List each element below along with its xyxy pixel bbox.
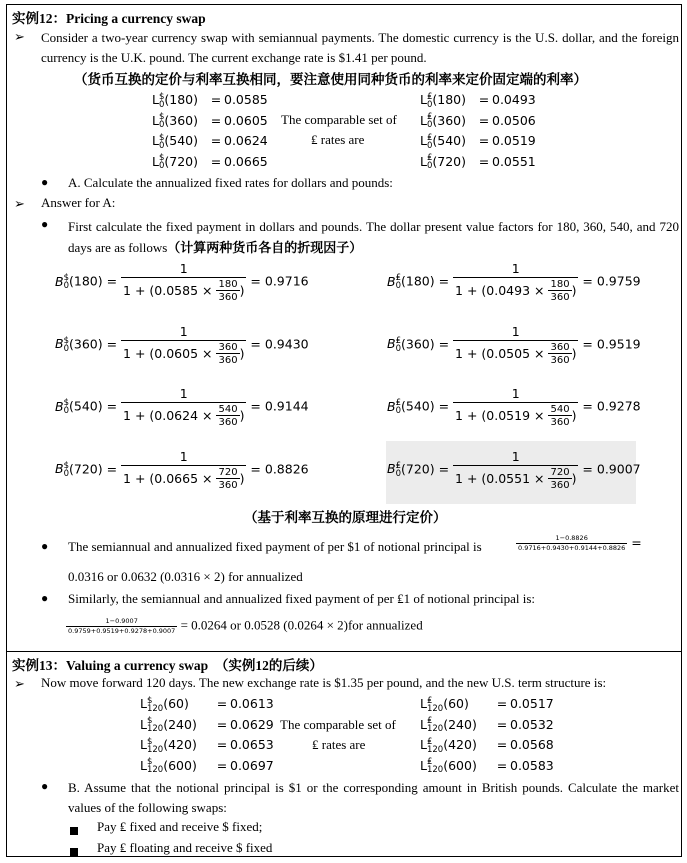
denominator-prefix: 1 + ( [123,283,155,298]
rate-label: L₤ 120(240) [420,716,477,734]
time-index: 120 [426,765,444,775]
rate-label: L₤ 120(60) [420,695,469,714]
factor-days: (180) = [69,273,122,289]
rate-value: 0.0605 [154,345,199,361]
rate-row [152,92,268,109]
square-bullet-icon [70,823,78,839]
factor-days: (540) = [69,398,122,414]
factor-days: (360) = [69,336,122,351]
time-index: 0 [395,468,401,479]
rate-row [140,758,274,775]
times-sign: × [198,470,217,486]
days-fraction [216,405,239,428]
times-sign: × [198,345,217,361]
gbp-fixed-payment-formula [66,617,423,636]
currency-symbol: ₤ [395,460,401,471]
fraction-numerator: 1 [179,323,188,339]
days-denominator: 360 [218,417,238,428]
rate-days: (240) [163,716,197,732]
fraction-numerator: 1 [179,448,188,464]
days-numerator: 180 [218,279,238,290]
rate-value: 0.0532 [510,716,554,732]
days-denominator: 360 [550,354,570,366]
gbp-fixed-payment-result: = 0.0264 or 0.0528 (0.0264 × 2)for annualized [177,617,423,633]
equals-sign: = [478,133,490,148]
rate-value: 0.0551 [486,470,531,486]
rate-index [147,717,163,733]
usd-fixed-payment-result: 0.0316 or 0.0632 (0.0316 × 2) for annualized [68,569,303,584]
equals-sign: = [478,92,490,107]
equals-sign: = [210,92,222,107]
rate-label: L₤ 0(180) [420,91,467,110]
square-bullet-icon [70,844,78,860]
time-index: 120 [426,703,444,714]
usd-fraction-denominator: 0.9716+0.9430+0.9144+0.8826 [518,544,626,552]
days-denominator: 360 [550,417,570,428]
days-fraction [548,280,571,303]
rate-row [420,758,554,775]
rate-row [152,113,268,130]
rate-days: (720) [432,153,467,169]
currency-symbol: $ [146,736,153,747]
currency-symbol: ₤ [426,153,433,163]
currency-symbol: ₤ [395,273,401,283]
factor-result: = 0.9519 [578,336,641,351]
fraction-denominator [121,340,246,366]
gbp-fixed-payment-text: Similarly, the semiannual and annualized fixed payment of per ₤1 of notional principal is: [68,591,536,606]
rate-days: (180) [164,92,199,107]
factor-label: B₤ 0 [387,335,401,354]
days-denominator: 360 [218,292,238,303]
rate-label: L$ 120(600) [140,757,197,775]
rate-value: 0.0551 [492,153,536,169]
rate-days: (360) [164,112,199,128]
times-sign: × [530,408,549,423]
intro-paragraph: Consider a two-year currency swap with semiannual payments. The domestic currency is the U.S. dollar, and the foreign currency is the U.K. pound. The current exchange rate is $1.41 per pound. [41,30,679,65]
rate-row [420,133,536,150]
factor-days: (720) = [401,461,454,476]
rate-value: 0.0613 [230,696,274,711]
rate-row [420,154,536,171]
discount-factor-formula [55,324,309,366]
equals-sign: = [496,757,508,773]
time-index: 0 [426,161,433,171]
denominator-prefix: 1 + ( [455,283,487,298]
rate-value: 0.0653 [230,737,274,752]
rate-row [420,717,554,734]
fraction-denominator [453,402,578,428]
rate-value: 0.0585 [154,283,199,298]
fraction-denominator [121,277,246,303]
rate-label: L₤ 0(720) [420,153,467,171]
factor-fraction [453,449,578,491]
time-index: 120 [146,744,164,755]
rate-days: (600) [163,757,197,773]
rate-row [420,737,554,754]
time-index: 0 [426,120,433,130]
equals-sign: = [478,153,490,169]
equals-sign: = [210,153,222,169]
times-sign: × [198,408,217,423]
days-denominator: 360 [218,479,238,491]
rate-index [427,697,443,713]
fraction-denominator [453,340,578,366]
days-numerator: 540 [550,404,570,415]
currency-symbol: ₤ [426,91,433,102]
equals-sign: = [478,112,490,128]
factor-fraction [121,449,246,491]
closing-paren: ) [239,345,245,361]
swap-option-1: Pay ₤ fixed and receive $ fixed; [97,819,263,834]
closing-paren: ) [571,345,577,361]
days-fraction [216,468,239,491]
factor-result: = 0.9716 [246,273,309,289]
rate-value: 0.0585 [224,92,268,107]
closing-paren: ) [571,470,577,486]
time-index: 0 [395,281,401,291]
rate-label: L$ 0(360) [152,112,199,130]
times-sign: × [530,470,549,486]
days-numerator: 720 [550,466,570,478]
rate-index [147,738,163,754]
bullet-icon: ● [41,175,49,189]
currency-symbol: ₤ [426,716,433,726]
days-fraction [548,468,571,491]
rate-value: 0.0605 [224,112,268,128]
days-fraction [216,343,239,366]
first-step-text: First calculate the fixed payment in dollars and pounds. The dollar present value factors for 180, 360, 540, and 720 days are as follows [68,219,679,255]
answer-a-label: Answer for A: [41,195,116,210]
rate-label: L$ 120(420) [140,736,197,755]
closing-paren: ) [239,470,245,486]
factor-days: (360) = [401,336,454,351]
factor-fraction [121,386,246,428]
rate-label: L₤ 120(420) [420,736,477,755]
days-denominator: 360 [550,479,570,491]
factor-label: B$ 0 [55,460,69,479]
time-index: 0 [63,406,69,416]
rate-value: 0.0697 [230,757,274,773]
first-step-paragraph [68,216,679,258]
discount-factor-formula [387,261,641,303]
denominator-prefix: 1 + ( [123,470,155,486]
fraction-denominator [121,465,246,491]
times-sign: × [530,283,549,298]
rate-label: L$ 120(60) [140,695,189,714]
currency-symbol: $ [146,716,153,726]
fraction-denominator [121,402,246,428]
time-index: 0 [426,99,433,110]
fraction-denominator [453,277,578,303]
closing-paren: ) [239,408,245,423]
equals-sign: = [210,112,222,128]
factor-days: (540) = [401,398,454,414]
currency-symbol: $ [158,132,165,143]
days-numerator: 360 [218,341,238,353]
fraction-numerator: 1 [511,323,520,339]
discount-factor-formula [55,449,309,491]
swap-option-2: Pay ₤ floating and receive $ fixed [97,840,273,855]
example-13-subtitle: （实例12的后续） [214,658,323,673]
currency-symbol: ₤ [426,112,433,122]
currency-symbol: $ [63,398,69,408]
rate-index [427,738,443,754]
rate-value: 0.0624 [224,133,268,148]
factor-label: B₤ 0 [387,460,401,479]
rate-label: L₤ 120(600) [420,757,477,775]
rates-are-label: ₤ rates are [311,132,365,147]
rate-value: 0.0493 [486,283,531,298]
factor-result: = 0.9278 [578,398,641,414]
currency-symbol: ₤ [426,695,433,706]
equals-sign: = [216,696,228,711]
discount-factor-formula [387,324,641,366]
time-index: 0 [395,343,401,354]
rate-row [420,113,536,130]
currency-symbol: ₤ [426,132,433,143]
fraction-numerator: 1 [511,261,520,276]
denominator-prefix: 1 + ( [123,408,155,423]
rate-value: 0.0665 [154,470,199,486]
rate-days: (540) [164,133,199,148]
rate-row [140,737,274,754]
factor-result: = 0.9759 [578,273,641,289]
rate-row [152,133,268,150]
equals-sign: = [216,737,228,752]
equals-sign: = [210,133,222,148]
closing-paren: ) [239,283,245,298]
factor-result: = 0.8826 [246,461,309,476]
discount-factor-formula [387,449,641,491]
time-index: 0 [395,406,401,416]
rate-index [427,717,443,733]
times-sign: × [198,283,217,298]
days-fraction [548,405,571,428]
arrow-bullet-icon: ➢ [14,29,25,44]
days-numerator: 180 [550,279,570,290]
currency-symbol: ₤ [426,757,433,767]
factor-result: = 0.9007 [578,461,641,476]
factor-fraction [453,261,578,303]
days-denominator: 360 [550,292,570,303]
currency-symbol: $ [146,757,153,767]
time-index: 120 [426,744,444,755]
rate-label: L$ 120(240) [140,716,197,734]
rate-days: (540) [432,133,467,148]
currency-symbol: $ [158,91,165,102]
rate-value: 0.0493 [492,92,536,107]
rate-days: (240) [443,716,477,732]
rate-row [420,696,554,713]
rate-label: L₤ 0(360) [420,112,467,130]
rate-days: (420) [443,737,477,752]
time-index: 0 [63,343,69,354]
example-13-title: 实例13：Valuing a currency swap [12,658,209,673]
factor-label: B₤ 0 [387,273,401,291]
principle-note: （基于利率互换的原理进行定价） [244,510,447,525]
rate-row [140,717,274,734]
bullet-icon: ● [41,591,49,605]
fraction-numerator: 1 [511,448,520,464]
rate-days: (180) [432,92,467,107]
time-index: 120 [146,765,164,775]
rate-index [427,758,443,774]
example-12-title: 实例12：Pricing a currency swap [12,11,206,26]
discount-factor-formula [387,386,641,428]
currency-symbol: $ [158,112,165,122]
discount-factor-formula [55,261,309,303]
closing-paren: ) [571,408,577,423]
time-index: 120 [146,703,164,714]
rate-index [147,697,163,713]
rate-value: 0.0629 [230,716,274,732]
usd-fixed-payment-formula: $\frac{1-0.8826}{0.9716+0.9430+0.9144+0.8826}$ = [518,534,642,552]
comparable-label: The comparable set of [281,112,397,127]
bullet-icon: ● [41,779,49,793]
gbp-fraction-numerator: 1−0.9007 [105,617,138,625]
fraction-denominator [453,465,578,491]
arrow-bullet-icon: ➢ [14,196,25,211]
currency-symbol: $ [63,460,69,471]
days-fraction [216,280,239,303]
rate-value: 0.0519 [492,133,536,148]
factor-days: (720) = [69,461,122,476]
time-index: 0 [426,140,433,151]
example-13-title-row [12,654,323,674]
equals-sign: = [216,716,228,732]
factor-fraction [121,324,246,366]
rate-row [140,696,274,713]
rate-label: L₤ 0(540) [420,132,467,151]
denominator-prefix: 1 + ( [455,345,487,361]
question-b: B. Assume that the notional principal is $1 or the corresponding amount in British pounds. Calculate the market values of the following swaps: [68,780,679,815]
arrow-bullet-icon: ➢ [14,676,25,691]
currency-symbol: $ [63,335,69,346]
rate-value: 0.0583 [510,757,554,773]
days-numerator: 540 [218,404,238,415]
days-numerator: 720 [218,466,238,478]
currency-symbol: ₤ [426,736,433,747]
comparable-label: The comparable set of [280,717,396,732]
time-index: 0 [63,281,69,291]
bullet-icon: ● [41,539,49,553]
rate-days: (60) [163,696,189,711]
fraction-numerator: 1 [179,261,188,276]
factor-label: B$ 0 [55,335,69,354]
pricing-note: （货币互换的定价与利率互换相同，要注意使用同种货币的利率来定价固定端的利率） [74,72,587,87]
section-divider [6,651,682,652]
rate-value: 0.0568 [510,737,554,752]
rate-days: (360) [432,112,467,128]
rate-value: 0.0665 [224,153,268,169]
time-index: 0 [63,468,69,479]
gbp-fraction-denominator: 0.9759+0.9519+0.9278+0.9007 [68,627,176,635]
fraction-numerator: 1 [179,386,188,401]
usd-fraction-numerator: 1−0.8826 [555,534,588,542]
time-index: 0 [158,120,165,130]
rate-value: 0.0517 [510,696,554,711]
rate-row [420,92,536,109]
factor-label: B$ 0 [55,273,69,291]
equals-sign: = [496,737,508,752]
rates-are-label: ₤ rates are [312,737,366,752]
rate-row [152,154,268,171]
rate-value: 0.0624 [154,408,199,423]
bullet-icon: ● [41,217,49,231]
denominator-prefix: 1 + ( [455,470,487,486]
discount-factor-formula [55,386,309,428]
currency-symbol: $ [63,273,69,283]
currency-symbol: $ [158,153,165,163]
rate-index [147,758,163,774]
first-step-note: （计算两种货币各自的折现因子） [167,240,363,255]
time-index: 120 [426,724,444,734]
time-index: 120 [146,724,164,734]
factor-days: (180) = [401,273,454,289]
currency-symbol: $ [146,695,153,706]
usd-fixed-payment-text: The semiannual and annualized fixed payment of per $1 of notional principal is [68,539,482,554]
rate-days: (600) [443,757,477,773]
factor-result: = 0.9144 [246,398,309,414]
equals-sign: = [216,757,228,773]
days-fraction [548,343,571,366]
days-numerator: 360 [550,341,570,353]
question-a: A. Calculate the annualized fixed rates for dollars and pounds: [68,175,393,190]
rate-label: L$ 0(180) [152,91,199,110]
factor-fraction [453,324,578,366]
denominator-prefix: 1 + ( [123,345,155,361]
days-denominator: 360 [218,354,238,366]
factor-label: B₤ 0 [387,398,401,416]
rate-days: (60) [443,696,469,711]
factor-result: = 0.9430 [246,336,309,351]
denominator-prefix: 1 + ( [455,408,487,423]
currency-symbol: ₤ [395,335,401,346]
factor-fraction [121,261,246,303]
factor-fraction [453,386,578,428]
forward-paragraph: Now move forward 120 days. The new exchange rate is $1.35 per pound, and the new U.S. term structure is: [41,675,607,690]
time-index: 0 [158,99,165,110]
equals-sign: = [496,696,508,711]
rate-value: 0.0505 [486,345,531,361]
factor-label: B$ 0 [55,398,69,416]
time-index: 0 [158,161,165,171]
rate-value: 0.0519 [486,408,531,423]
currency-symbol: ₤ [395,398,401,408]
equals-sign: = [496,716,508,732]
closing-paren: ) [571,283,577,298]
rate-days: (720) [164,153,199,169]
times-sign: × [530,345,549,361]
rate-days: (420) [163,737,197,752]
fraction-numerator: 1 [511,386,520,401]
rate-value: 0.0506 [492,112,536,128]
rate-label: L$ 0(720) [152,153,199,171]
time-index: 0 [158,140,165,151]
rate-label: L$ 0(540) [152,132,199,151]
